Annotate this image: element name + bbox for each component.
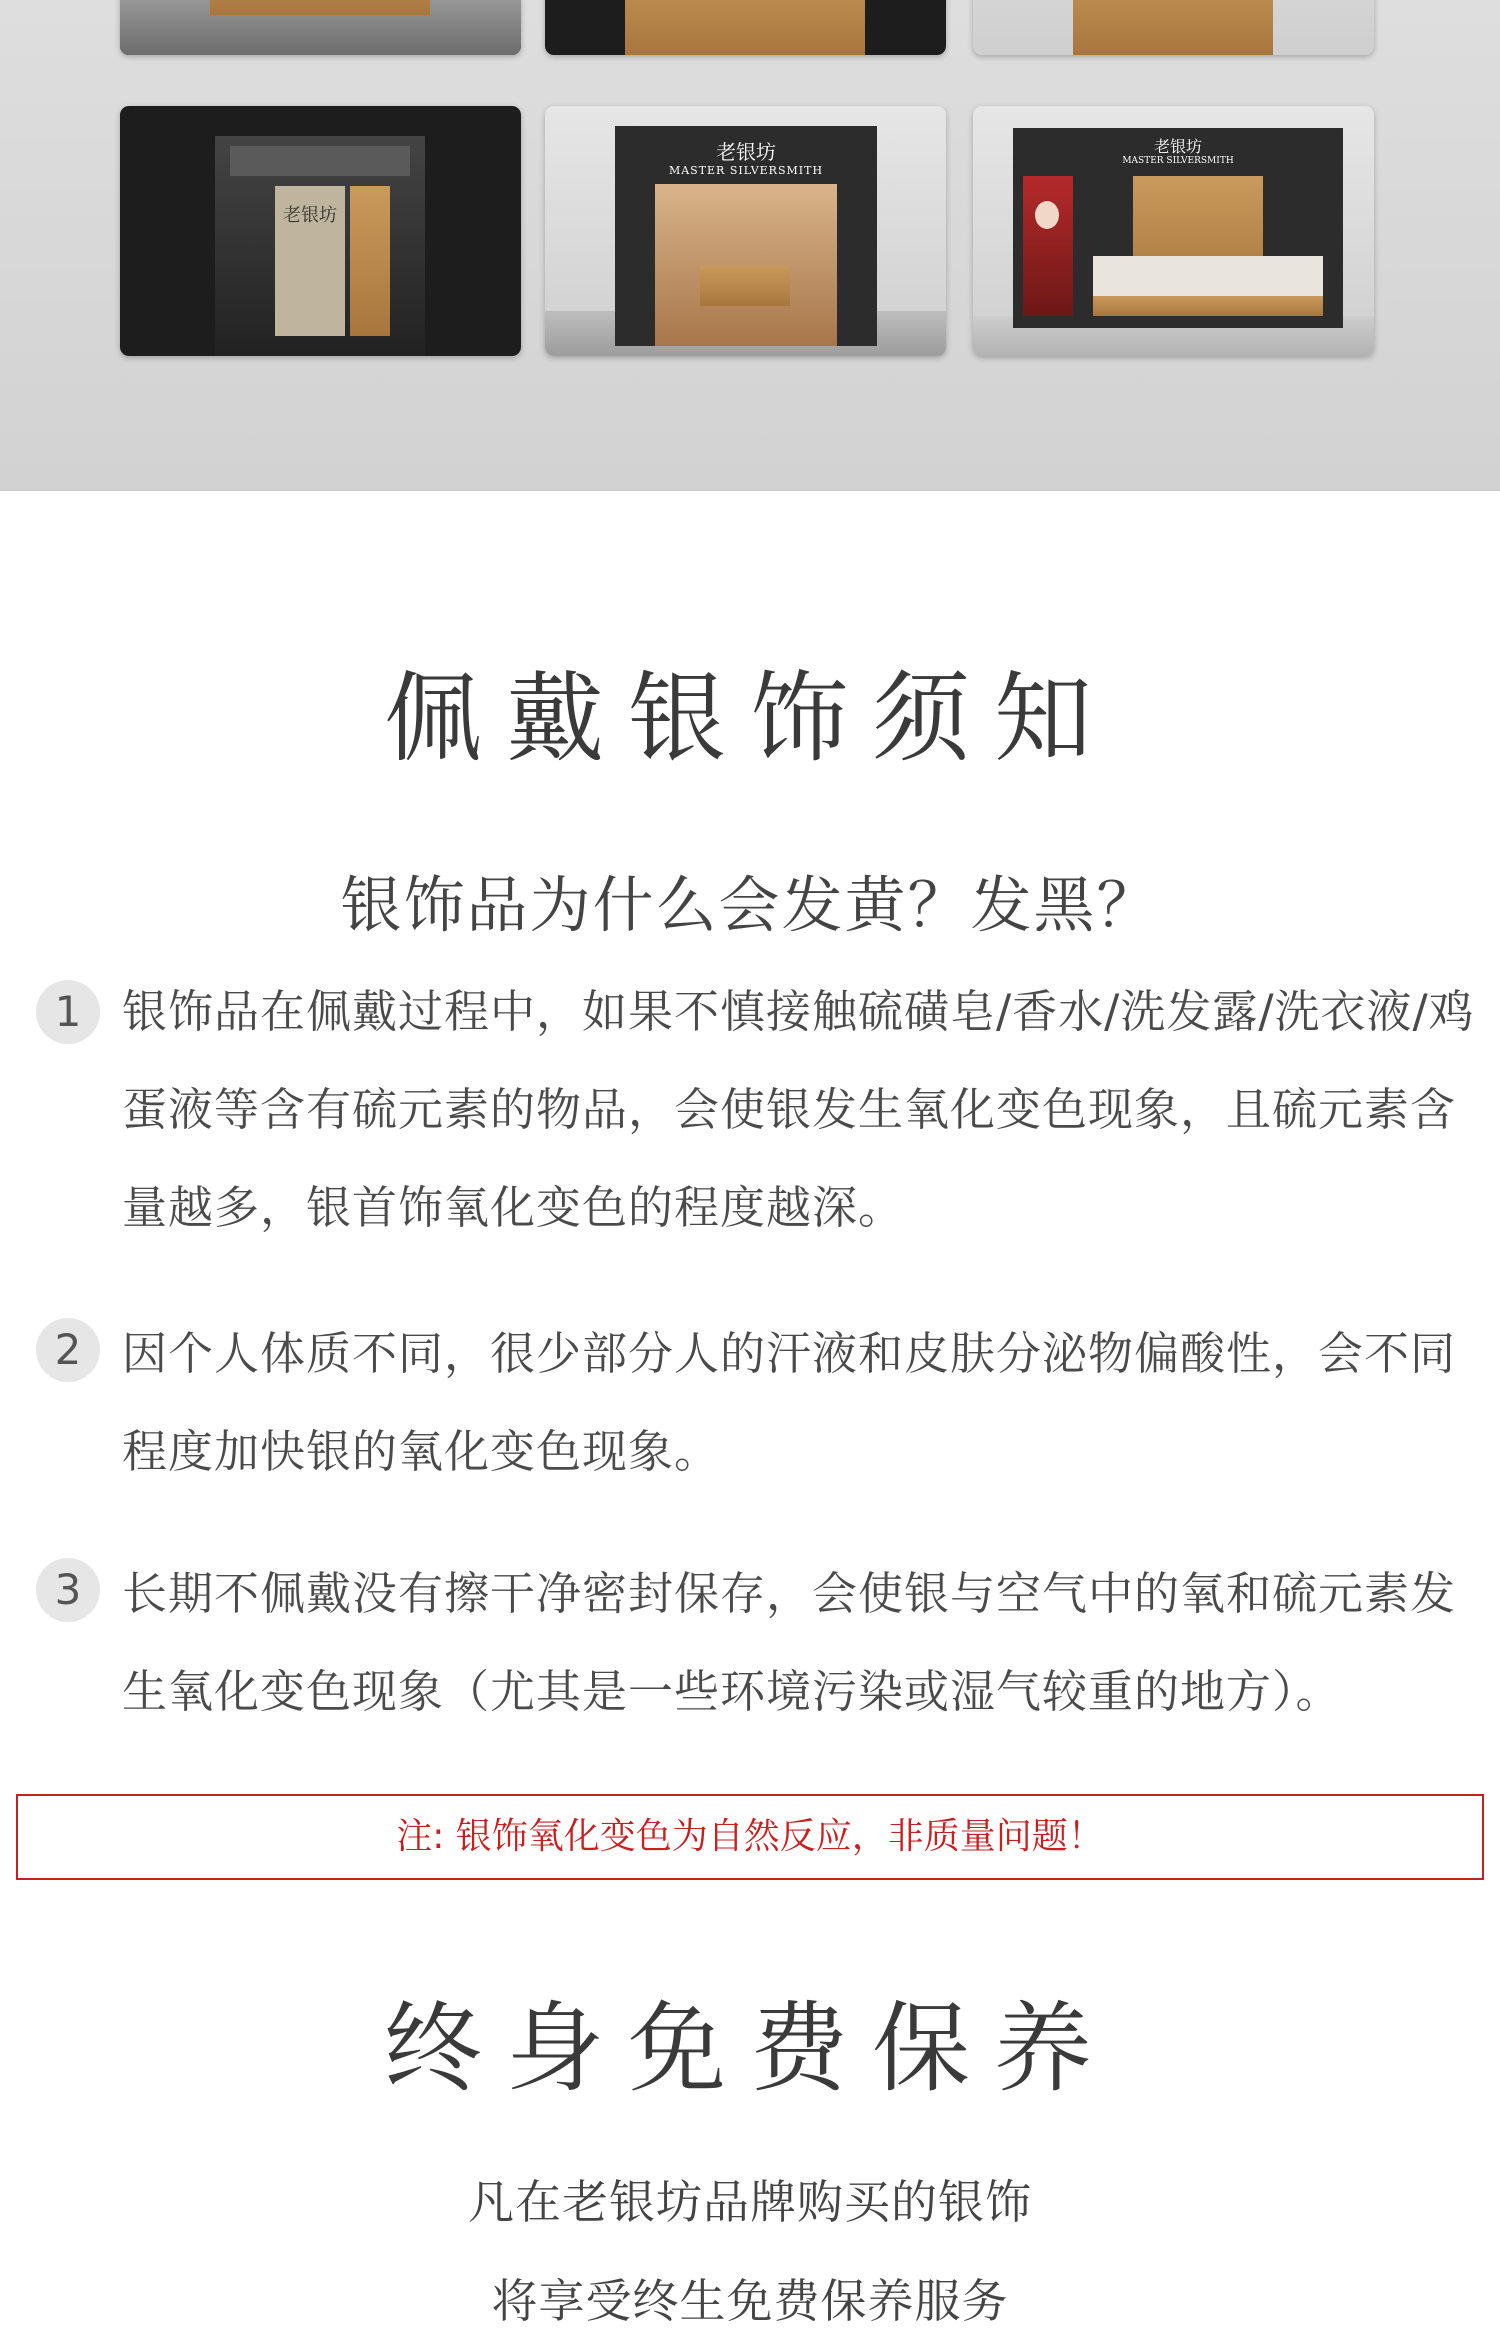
store-photo bbox=[120, 0, 521, 55]
maintenance-line-2: 将享受终生免费保养服务 bbox=[491, 2274, 1009, 2328]
maintenance-line-1: 凡在老银坊品牌购买的银饰 bbox=[468, 2175, 1032, 2229]
store-sign: 老银坊 bbox=[716, 140, 776, 164]
care-item-1: 银饰品在佩戴过程中，如果不慎接触硫磺皂/香水/洗发露/洗衣液/鸡蛋液等含有硫元素的物品，会使银发生氧化变色现象，且硫元素含量越多，银首饰氧化变色的程度越深。 bbox=[122, 985, 1475, 1234]
store-photo bbox=[545, 106, 946, 356]
care-item-3: 长期不佩戴没有擦干净密封保存，会使银与空气中的氧和硫元素发生氧化变色现象（尤其是一些环境污染或湿气较重的地方）。 bbox=[122, 1567, 1457, 1718]
store-sign-en: MASTER SILVERSMITH bbox=[1122, 156, 1234, 166]
store-gallery bbox=[0, 0, 1500, 491]
item-number: 1 bbox=[36, 980, 100, 1044]
store-photo bbox=[120, 106, 521, 356]
store-sign: 老银坊 bbox=[1153, 137, 1202, 156]
store-photo bbox=[973, 106, 1374, 356]
care-title: 佩戴银饰须知 bbox=[383, 662, 1116, 776]
care-item-2: 因个人体质不同，很少部分人的汗液和皮肤分泌物偏酸性，会不同程度加快银的氧化变色现象。 bbox=[122, 1327, 1457, 1478]
store-photo bbox=[545, 0, 946, 55]
store-photo bbox=[973, 0, 1374, 55]
warning-note: 注: 银饰氧化变色为自然反应，非质量问题！ bbox=[16, 1794, 1484, 1880]
store-sign: 老银坊 bbox=[283, 205, 337, 226]
care-question: 银饰品为什么会发黄？发黑？ bbox=[340, 870, 1160, 941]
item-number: 2 bbox=[36, 1318, 100, 1382]
maintenance-title: 终身免费保养 bbox=[383, 1992, 1116, 2106]
store-sign-en: MASTER SILVERSMITH bbox=[668, 164, 824, 177]
item-number: 3 bbox=[36, 1558, 100, 1622]
